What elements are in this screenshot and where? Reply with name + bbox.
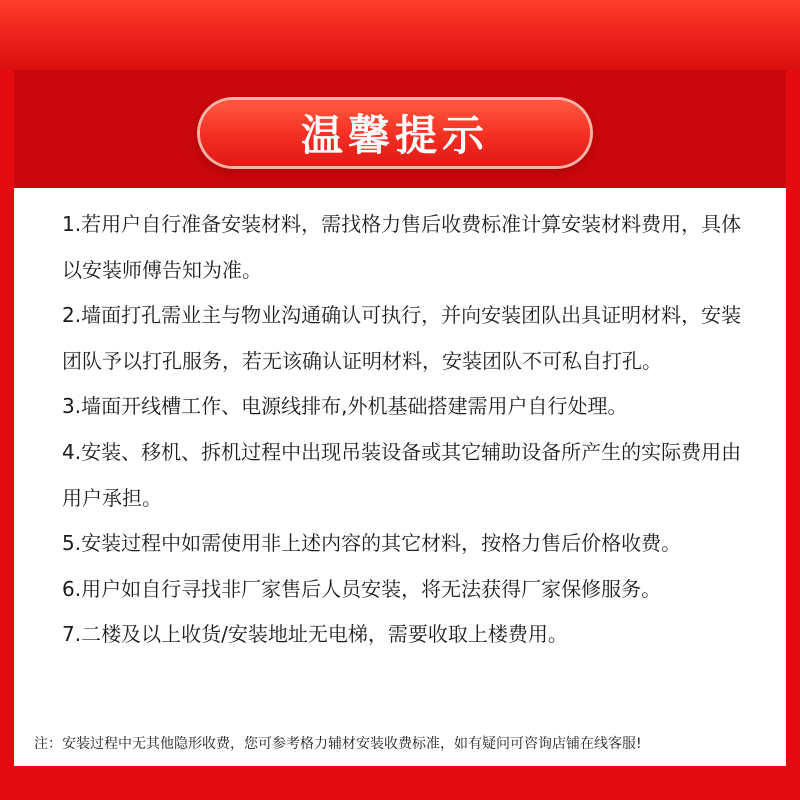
notice-item-2: 2.墙面打孔需业主与物业沟通确认可执行，并向安装团队出具证明材料，安装团队予以打孔服务，若无该确认证明材料，安装团队不可私自打孔。 (62, 303, 742, 373)
notice-item-4: 4.安装、移机、拆机过程中出现吊装设备或其它辅助设备所产生的实际费用由用户承担。 (62, 439, 742, 510)
notice-panel (14, 188, 786, 766)
page-title: 温馨提示 (300, 111, 489, 160)
notice-item-3: 3.墙面开线槽工作、电源线排布,外机基础搭建需用户自行处理。 (62, 394, 628, 419)
notice-item-5: 5.安装过程中如需使用非上述内容的其它材料，按格力售后价格收费。 (62, 531, 682, 556)
notice-item-6: 6.用户如自行寻找非厂家售后人员安装，将无法获得厂家保修服务。 (62, 576, 662, 601)
notice-item-1: 1.若用户自行准备安装材料，需找格力售后收费标准计算安装材料费用，具体以安装师傅告知为准。 (62, 212, 742, 282)
title-pill (200, 100, 590, 166)
top-red-band (0, 0, 800, 70)
footnote: 注：安装过程中无其他隐形收费，您可参考格力辅材安装收费标准，如有疑问可咨询店铺在线客服! (34, 736, 642, 752)
notice-list (62, 202, 742, 658)
notice-item-7: 7.二楼及以上收货/安装地址无电梯，需要收取上楼费用。 (62, 622, 568, 647)
